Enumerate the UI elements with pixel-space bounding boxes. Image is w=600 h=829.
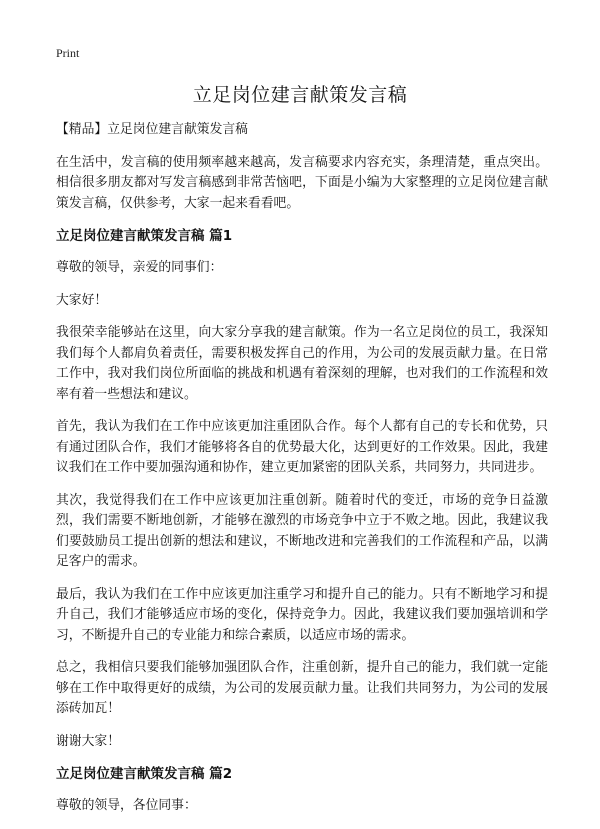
body-paragraph: 总之，我相信只要我们能够加强团队合作，注重创新，提升自己的能力，我们就一定能够在工作中取得更好的成绩，为公司的发展贡献力量。让我们共同努力，为公司的发展添砖加瓦！: [56, 660, 548, 716]
salutation: 尊敬的领导，亲爱的同事们：: [56, 260, 223, 275]
greeting: 大家好！: [56, 292, 108, 308]
document-body: [56, 120, 548, 829]
closing: 谢谢大家！: [56, 733, 120, 749]
section-heading: 立足岗位建言献策发言稿 篇1: [56, 228, 233, 244]
body-paragraph: 我很荣幸能够站在这里，向大家分享我的建言献策。作为一名立足岗位的员工，我深知我们每个人都肩负着责任，需要积极发挥自己的作用，为公司的发展贡献力量。在日常工作中，我对我们岗位所面临的挑战和机遇有着深刻的理解，也对我们的工作流程和效率有着一些想法和建议。: [56, 325, 548, 402]
page-title: 立足岗位建言献策发言稿: [192, 84, 408, 106]
body-paragraph: 其次，我觉得我们在工作中应该更加注重创新。随着时代的变迁，市场的竞争日益激烈，我们需要不断地创新，才能够在激烈的市场竞争中立于不败之地。因此，我建议我们要鼓励员工提出创新的想法和建议，不断地改进和完善我们的工作流程和产品，以满足客户的需求。: [56, 492, 548, 569]
document-subtitle: 【精品】立足岗位建言献策发言稿: [56, 122, 248, 137]
salutation: 尊敬的领导，各位同事：: [56, 798, 197, 813]
body-paragraph: 最后，我认为我们在工作中应该更加注重学习和提升自己的能力。只有不断地学习和提升自己，我们才能够适应市场的变化，保持竞争力。因此，我建议我们要加强培训和学习，不断提升自己的专业能力和综合素质，以适应市场的需求。: [56, 586, 548, 643]
section-heading: 立足岗位建言献策发言稿 篇2: [56, 766, 233, 782]
print-label: Print: [56, 46, 80, 60]
intro-paragraph: 在生活中，发言稿的使用频率越来越高，发言稿要求内容充实，条理清楚，重点突出。相信很多朋友都对写发言稿感到非常苦恼吧，下面是小编为大家整理的立足岗位建言献策发言稿，仅供参考，大家一起来看看吧。: [56, 154, 548, 211]
body-paragraph: 首先，我认为我们在工作中应该更加注重团队合作。每个人都有自己的专长和优势，只有通过团队合作，我们才能够将各自的优势最大化，达到更好的工作效果。因此，我建议我们在工作中要加强沟通和协作，建立更加紧密的团队关系，共同努力，共同进步。: [56, 419, 548, 475]
